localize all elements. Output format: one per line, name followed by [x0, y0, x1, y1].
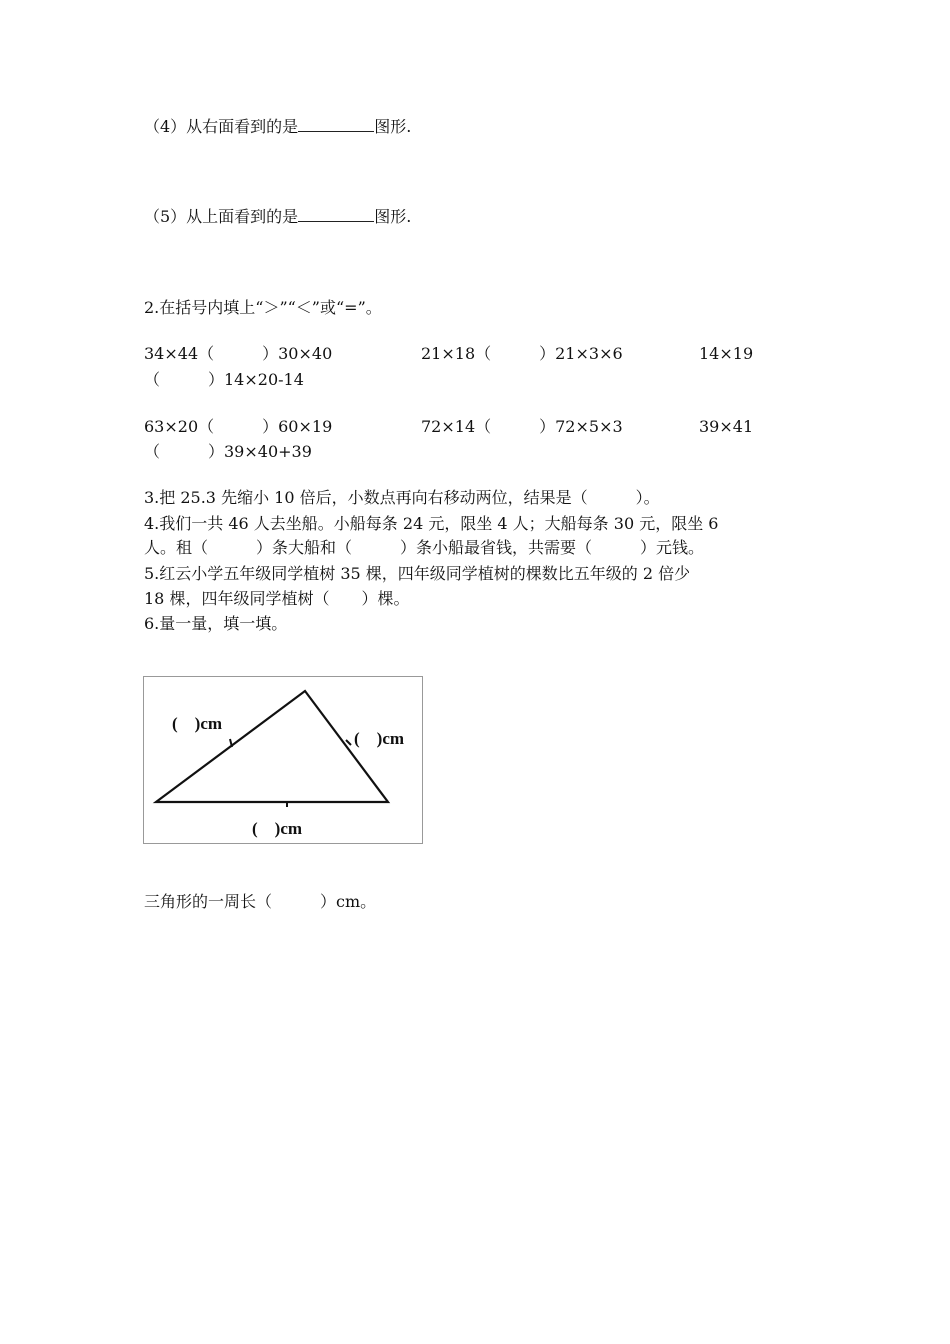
question-1-4	[144, 115, 411, 139]
question-1-5-prefix: （5）从上面看到的是	[144, 207, 299, 226]
comparison-2b: 72×14（ ）72×5×3	[421, 417, 623, 436]
left-side-length-label: ( )cm	[172, 714, 223, 733]
comparison-1b: 21×18（ ）21×3×6	[421, 344, 623, 363]
question-1-4-prefix: （4）从右面看到的是	[144, 117, 299, 136]
question-1-4-suffix: 图形.	[374, 117, 412, 136]
answer-blank-right-view[interactable]	[298, 115, 374, 132]
question-1-5	[144, 205, 411, 229]
question-5-line-2: 18 棵，四年级同学植树（ ）棵。	[144, 589, 410, 608]
perimeter-question: 三角形的一周长（ ）cm。	[144, 892, 377, 911]
comparison-2a: 63×20（ ）60×19	[144, 417, 333, 436]
question-5-line-1: 5.红云小学五年级同学植树 35 棵，四年级同学植树的棵数比五年级的 2 倍少	[144, 564, 691, 583]
comparison-2c: 39×41	[699, 417, 754, 436]
triangle-figure	[143, 676, 423, 844]
answer-blank-top-view[interactable]	[298, 205, 374, 222]
comparison-2c-cont: （ ）39×40+39	[144, 442, 312, 461]
comparison-1a: 34×44（ ）30×40	[144, 344, 333, 363]
bottom-side-length-label: ( )cm	[252, 819, 303, 838]
question-1-5-suffix: 图形.	[374, 207, 412, 226]
question-4-line-2: 人。租（ ）条大船和（ ）条小船最省钱，共需要（ ）元钱。	[144, 538, 705, 557]
comparison-1c-cont: （ ）14×20-14	[144, 370, 304, 389]
question-4-line-1: 4.我们一共 46 人去坐船。小船每条 24 元，限坐 4 人；大船每条 30 元，限坐 6	[144, 514, 719, 533]
question-6: 6.量一量，填一填。	[144, 614, 288, 633]
question-2-title: 2.在括号内填上“＞”“＜”或“=”。	[144, 298, 382, 317]
triangle-diagram	[144, 677, 422, 843]
right-side-midpoint-tick	[346, 740, 351, 745]
comparison-1c: 14×19	[699, 344, 754, 363]
question-3: 3.把 25.3 先缩小 10 倍后，小数点再向右移动两位，结果是（ ）。	[144, 488, 660, 507]
right-side-length-label: ( )cm	[354, 729, 405, 748]
